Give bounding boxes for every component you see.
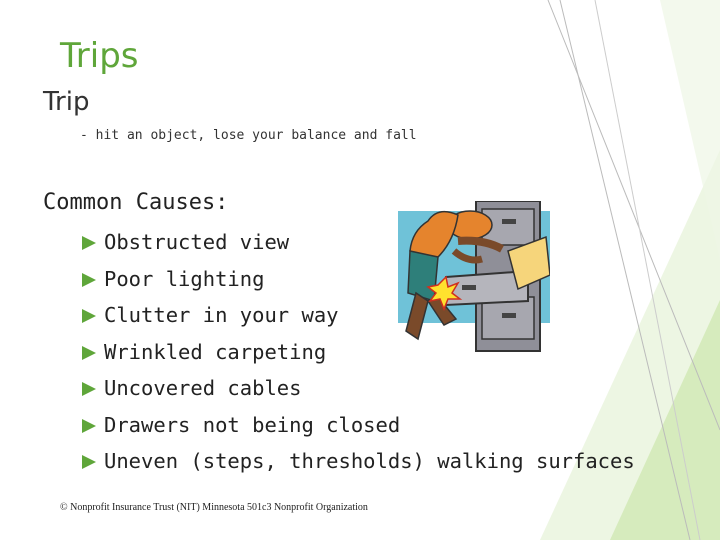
green-arrow-icon bbox=[80, 380, 98, 398]
causes-heading: Common Causes: bbox=[43, 190, 229, 215]
list-item bbox=[80, 449, 635, 486]
list-item-label: Obstructed view bbox=[104, 230, 290, 254]
causes-list bbox=[80, 230, 635, 486]
list-item bbox=[80, 303, 635, 340]
green-arrow-icon bbox=[80, 417, 98, 435]
footer-copyright: © Nonprofit Insurance Trust (NIT) Minnesota 501c3 Nonprofit Organization bbox=[60, 502, 368, 513]
green-arrow-icon bbox=[80, 344, 98, 362]
list-item-label: Uncovered cables bbox=[104, 376, 302, 400]
list-item-label: Drawers not being closed bbox=[104, 412, 401, 437]
section-heading: Trip bbox=[43, 87, 90, 117]
green-arrow-icon bbox=[80, 453, 98, 471]
list-item-label: Uneven (steps, thresholds) walking surfaces bbox=[104, 449, 635, 473]
list-item-label: Clutter in your way bbox=[104, 303, 339, 327]
green-arrow-icon bbox=[80, 307, 98, 325]
list-item-label: Poor lighting bbox=[104, 266, 265, 291]
list-item-label: Wrinkled carpeting bbox=[104, 339, 327, 364]
green-arrow-icon bbox=[80, 271, 98, 289]
list-item bbox=[80, 267, 635, 304]
definition-text: - hit an object, lose your balance and fall bbox=[80, 128, 417, 143]
slide-title: Trips bbox=[60, 36, 139, 76]
list-item bbox=[80, 230, 635, 267]
green-arrow-icon bbox=[80, 234, 98, 252]
list-item bbox=[80, 413, 635, 450]
list-item bbox=[80, 340, 635, 377]
tripping-clipart-image bbox=[398, 201, 550, 356]
list-item bbox=[80, 376, 635, 413]
